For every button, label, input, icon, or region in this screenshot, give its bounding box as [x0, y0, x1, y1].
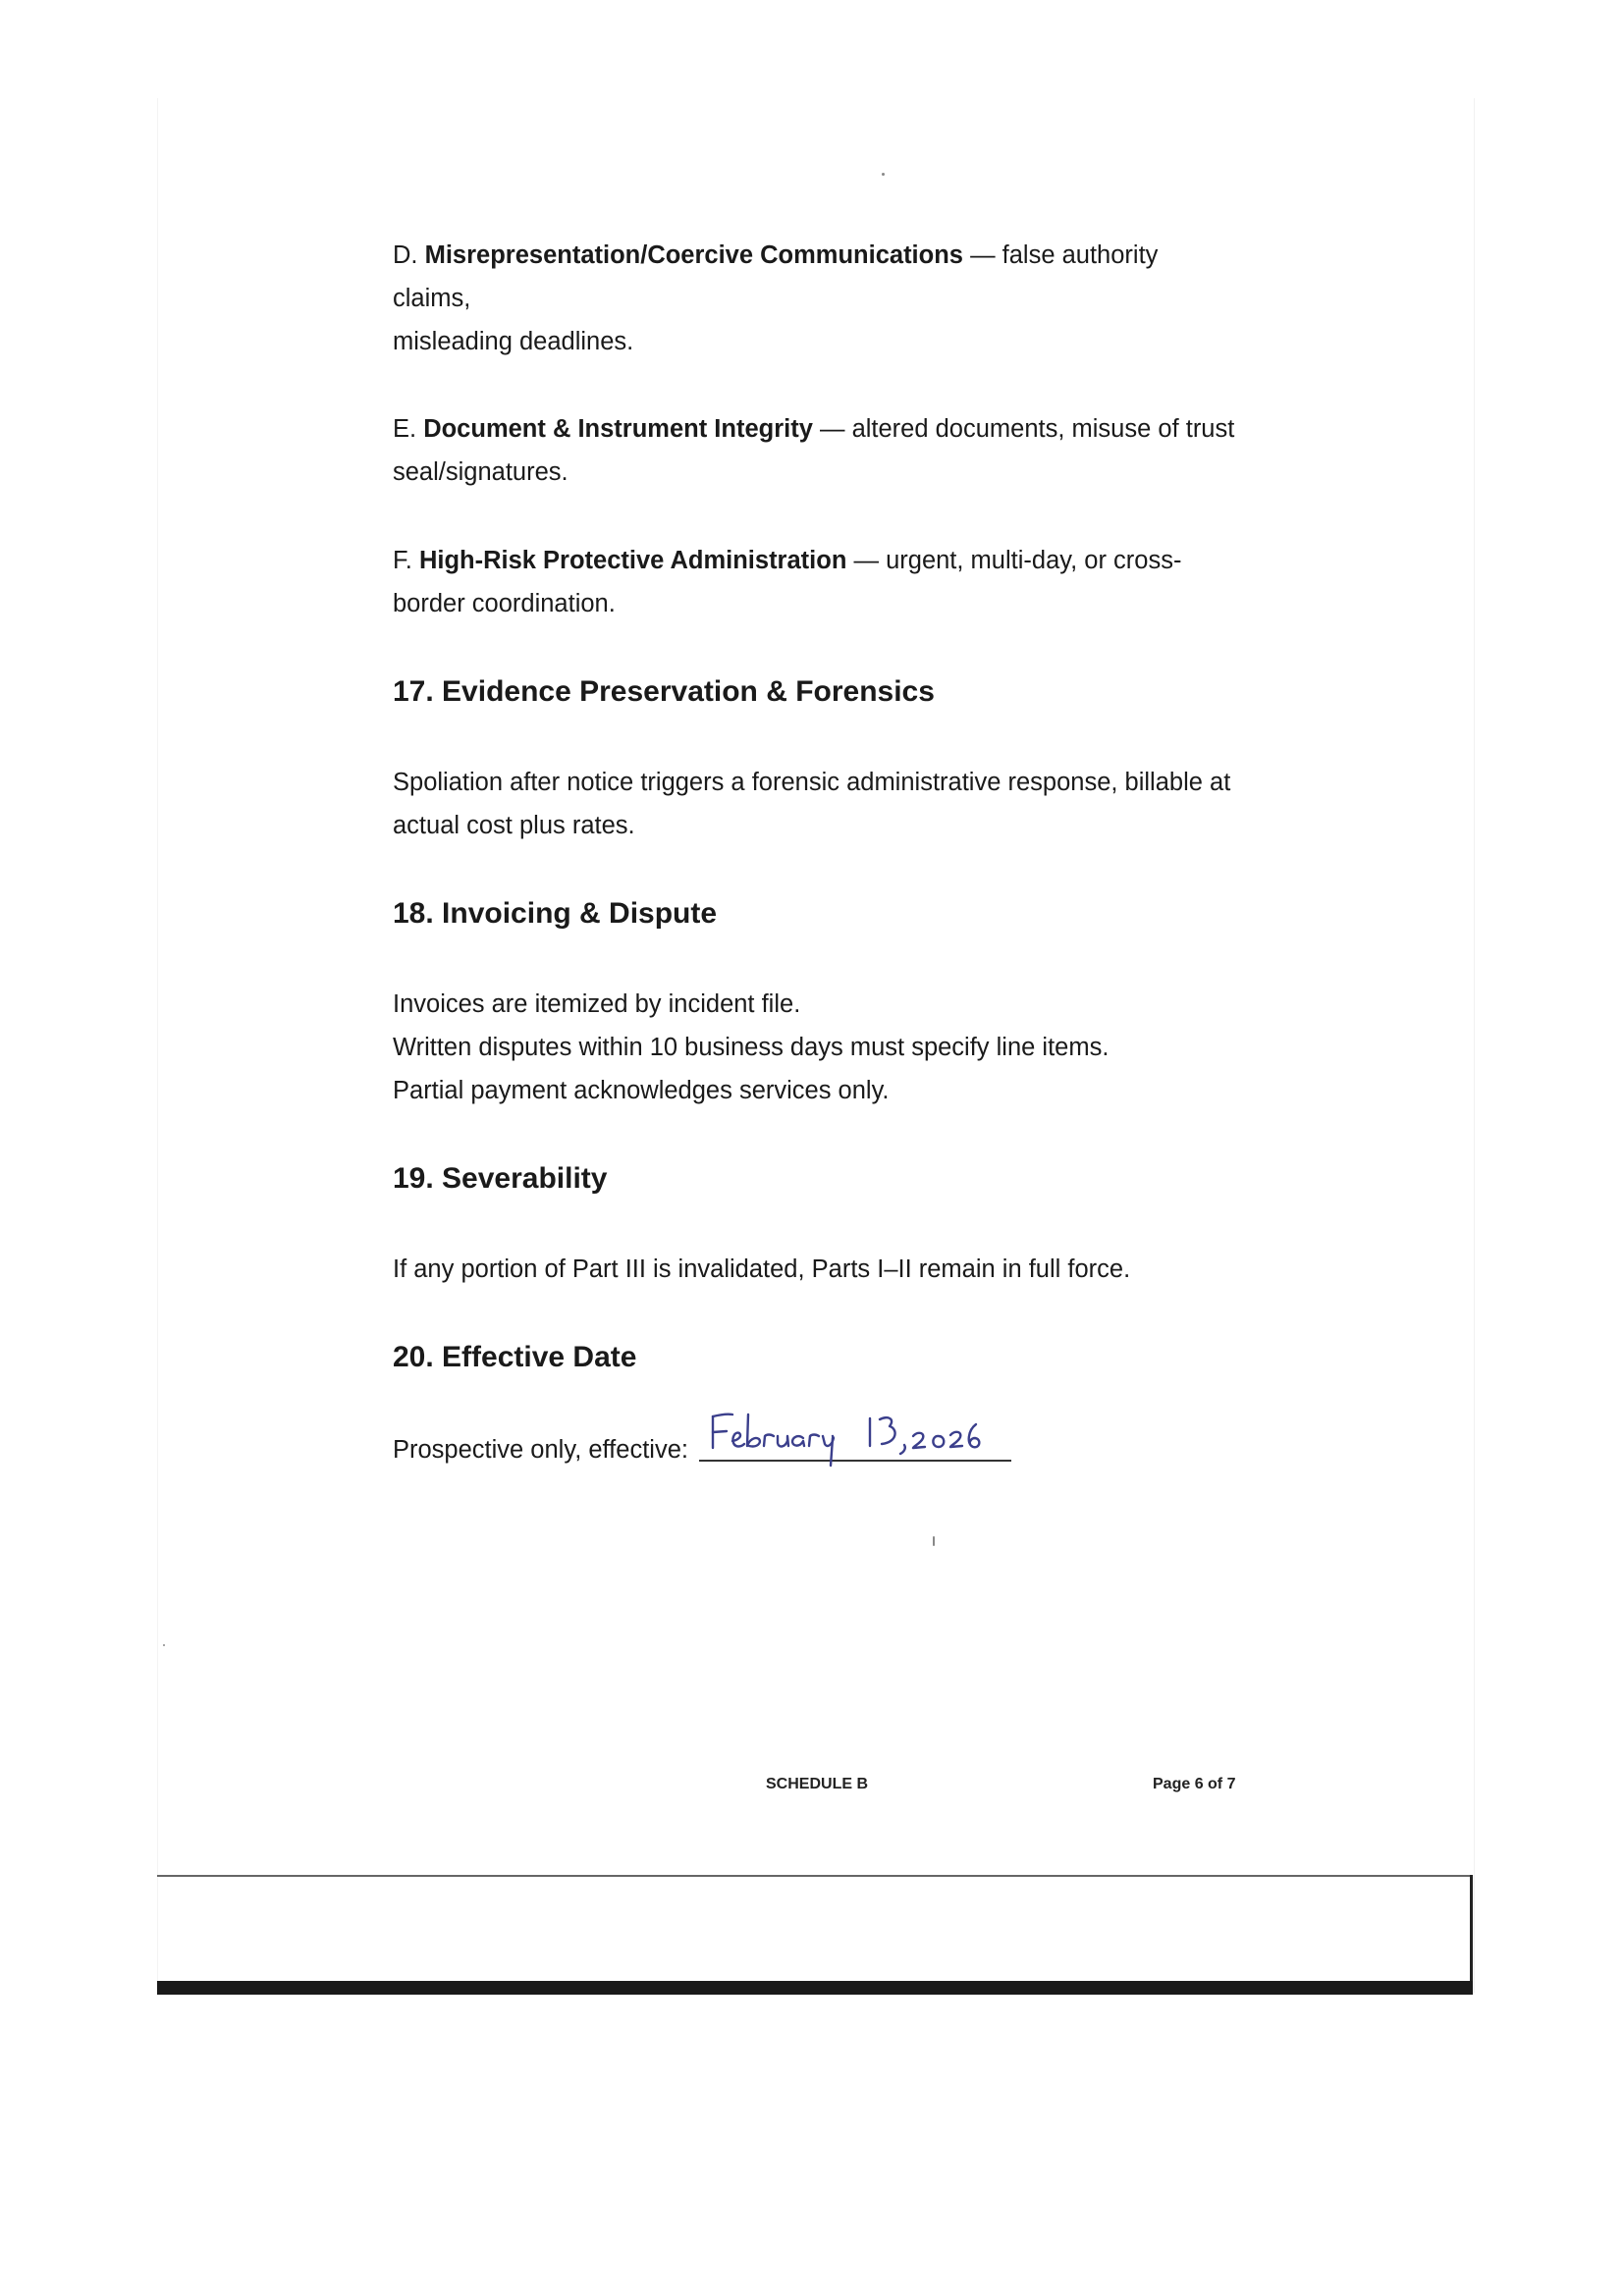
- item-e-text: — altered documents, misuse of trust: [819, 415, 1235, 443]
- section-18-line: Invoices are itemized by incident file.: [393, 990, 801, 1018]
- section-17-body: [393, 761, 1237, 847]
- item-f-letter: F.: [393, 547, 412, 574]
- item-f-title: High-Risk Protective Administration: [418, 547, 847, 574]
- scan-bottom-bar: [157, 1981, 1473, 1995]
- item-e: [393, 407, 1237, 494]
- item-e-text-2: seal/signatures.: [393, 458, 568, 486]
- footer-page-number: Page 6 of 7: [1153, 1776, 1236, 1792]
- scan-speck: [882, 173, 885, 176]
- section-20-heading: 20. Effective Date: [393, 1341, 637, 1373]
- scan-speck: [163, 1644, 165, 1646]
- section-17-line: Spoliation after notice triggers a forensic administrative response, billable at: [393, 769, 1231, 796]
- section-18-line: Written disputes within 10 business days must specify line items.: [393, 1034, 1110, 1061]
- section-19-body: [393, 1248, 1237, 1291]
- effective-date-line: [699, 1430, 1011, 1462]
- item-f-text-2: border coordination.: [393, 590, 616, 617]
- section-17-line: actual cost plus rates.: [393, 812, 635, 839]
- item-d-text: — false authority claims,: [393, 241, 1159, 312]
- item-d-title: Misrepresentation/Coercive Communications: [424, 241, 963, 269]
- item-e-title: Document & Instrument Integrity: [423, 415, 813, 443]
- scan-top-line: [157, 1875, 1473, 1877]
- scan-right-line: [1470, 1875, 1473, 1995]
- item-f: [393, 539, 1237, 625]
- section-19-line: If any portion of Part III is invalidated, Parts I–II remain in full force.: [393, 1255, 1131, 1283]
- scan-speck: [933, 1536, 935, 1546]
- scan-artifact: [157, 1875, 1473, 1995]
- item-d-letter: D.: [393, 241, 418, 269]
- section-18-heading: 18. Invoicing & Dispute: [393, 897, 718, 930]
- section-17-heading: 17. Evidence Preservation & Forensics: [393, 675, 935, 708]
- footer-schedule: SCHEDULE B: [766, 1776, 869, 1792]
- item-d: [393, 234, 1237, 363]
- effective-label: Prospective only, effective:: [393, 1436, 688, 1464]
- item-d-text-2: misleading deadlines.: [393, 328, 634, 355]
- item-f-text: — urgent, multi-day, or cross-: [853, 547, 1182, 574]
- section-18-line: Partial payment acknowledges services only.: [393, 1077, 890, 1104]
- section-19-heading: 19. Severability: [393, 1162, 608, 1195]
- section-18-body: [393, 983, 1237, 1112]
- section-20-body: [393, 1428, 1237, 1471]
- document-body: [393, 234, 1237, 1471]
- item-e-letter: E.: [393, 415, 417, 443]
- handwritten-date: [703, 1409, 1007, 1468]
